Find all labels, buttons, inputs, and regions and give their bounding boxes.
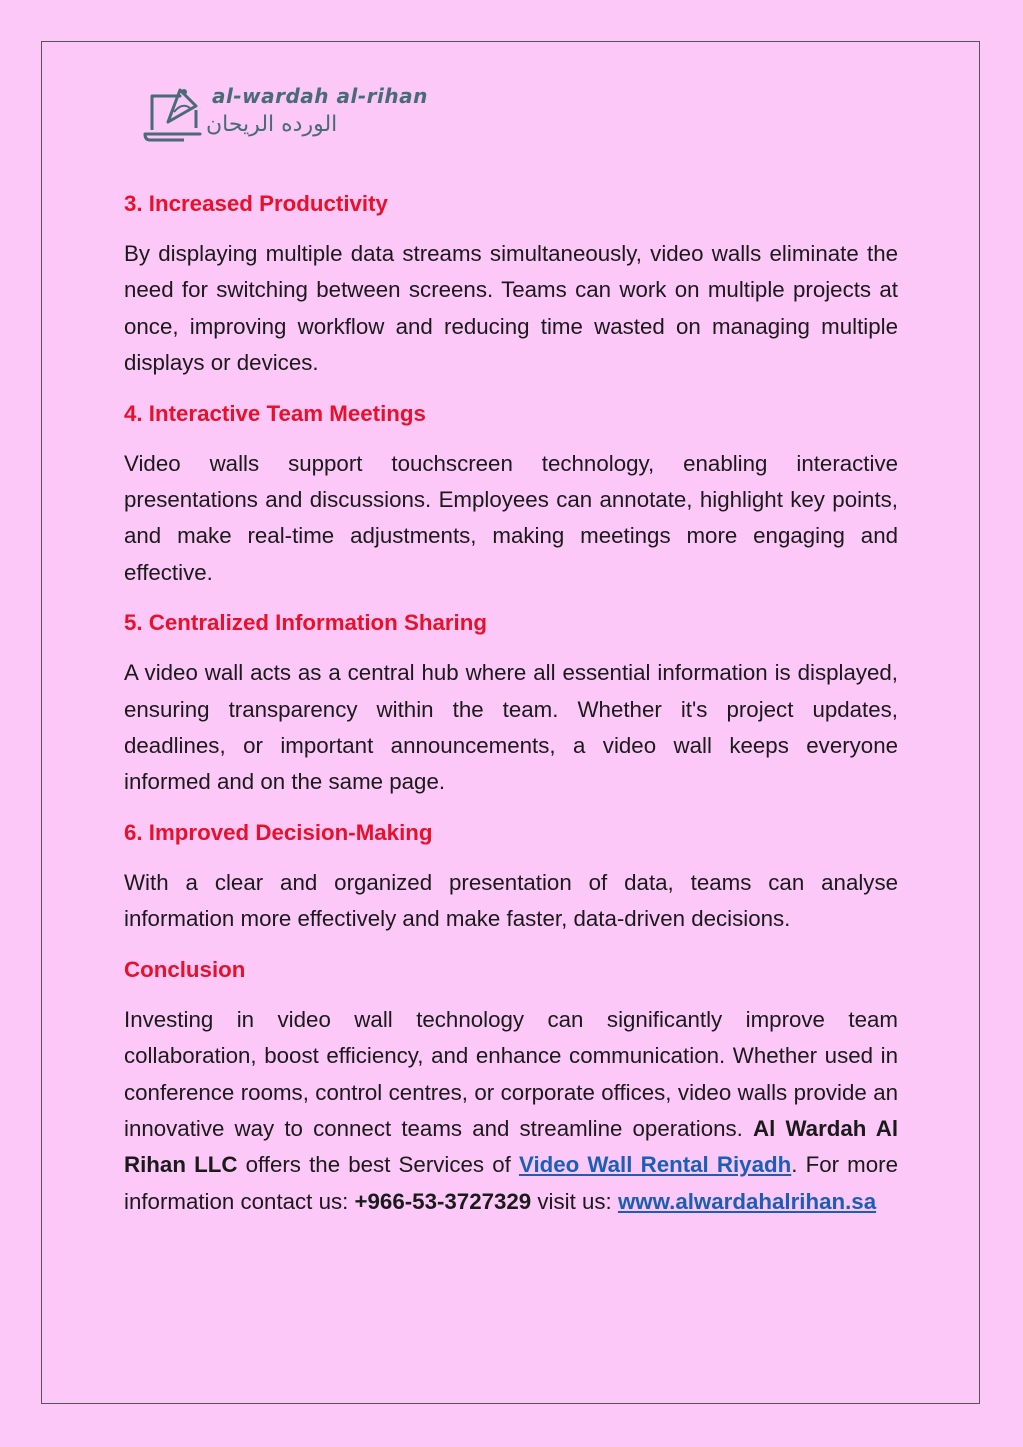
service-link[interactable]: Video Wall Rental Riyadh	[518, 1152, 792, 1178]
website-link[interactable]: www.alwardahalrihan.sa	[617, 1188, 877, 1214]
section-body-decision: With a clear and organized presentation of data, teams can analyse information more effectively and make faster, data-driven decisions.	[124, 869, 898, 932]
logo-text-english: al-wardah al-rihan	[212, 84, 428, 108]
company-name: Al Wardah Al Rihan LLC	[124, 1115, 899, 1178]
conclusion-heading: Conclusion	[124, 956, 246, 982]
conclusion-text-4: visit us:	[531, 1188, 618, 1214]
phone-number: +966-53-3727329	[354, 1188, 532, 1214]
laptop-leaf-logo-icon	[140, 82, 206, 148]
company-logo	[140, 82, 460, 152]
section-body-productivity: By displaying multiple data streams simultaneously, video walls eliminate the need for switching between screens. Teams can work on multiple projects at once, improving workflow and reducing time wasted on managing multiple displays or devices.	[124, 241, 898, 376]
section-heading-sharing: 5. Centralized Information Sharing	[124, 610, 487, 636]
conclusion-text-3: . For more information contact us:	[124, 1152, 898, 1214]
logo-text-arabic: الورده الريحان	[206, 112, 338, 137]
section-body-sharing: A video wall acts as a central hub where all essential information is displayed, ensuring transparency within the team. Whether it's project updates, deadlines, or important announcements, a video wall keeps everyone informed and on the same page.	[124, 660, 898, 795]
section-heading-meetings: 4. Interactive Team Meetings	[124, 400, 426, 426]
conclusion-text-1: Investing in video wall technology can significantly improve team collaboration, boost efficiency, and enhance communication. Whether used in conference rooms, control centres, or corporate offices, video walls provide an innovative way to connect teams and streamline operations.	[124, 1006, 898, 1141]
section-heading-productivity: 3. Increased Productivity	[124, 191, 388, 216]
section-heading-decision: 6. Improved Decision-Making	[124, 819, 433, 845]
section-body-meetings: Video walls support touchscreen technology, enabling interactive presentations and discussions. Employees can annotate, highlight key points, and make real-time adjustments, making meetings more engaging and effective.	[124, 450, 898, 585]
conclusion-body	[124, 1002, 898, 1220]
conclusion-text-2: offers the best Services of	[237, 1152, 519, 1178]
article-content	[124, 186, 898, 1234]
